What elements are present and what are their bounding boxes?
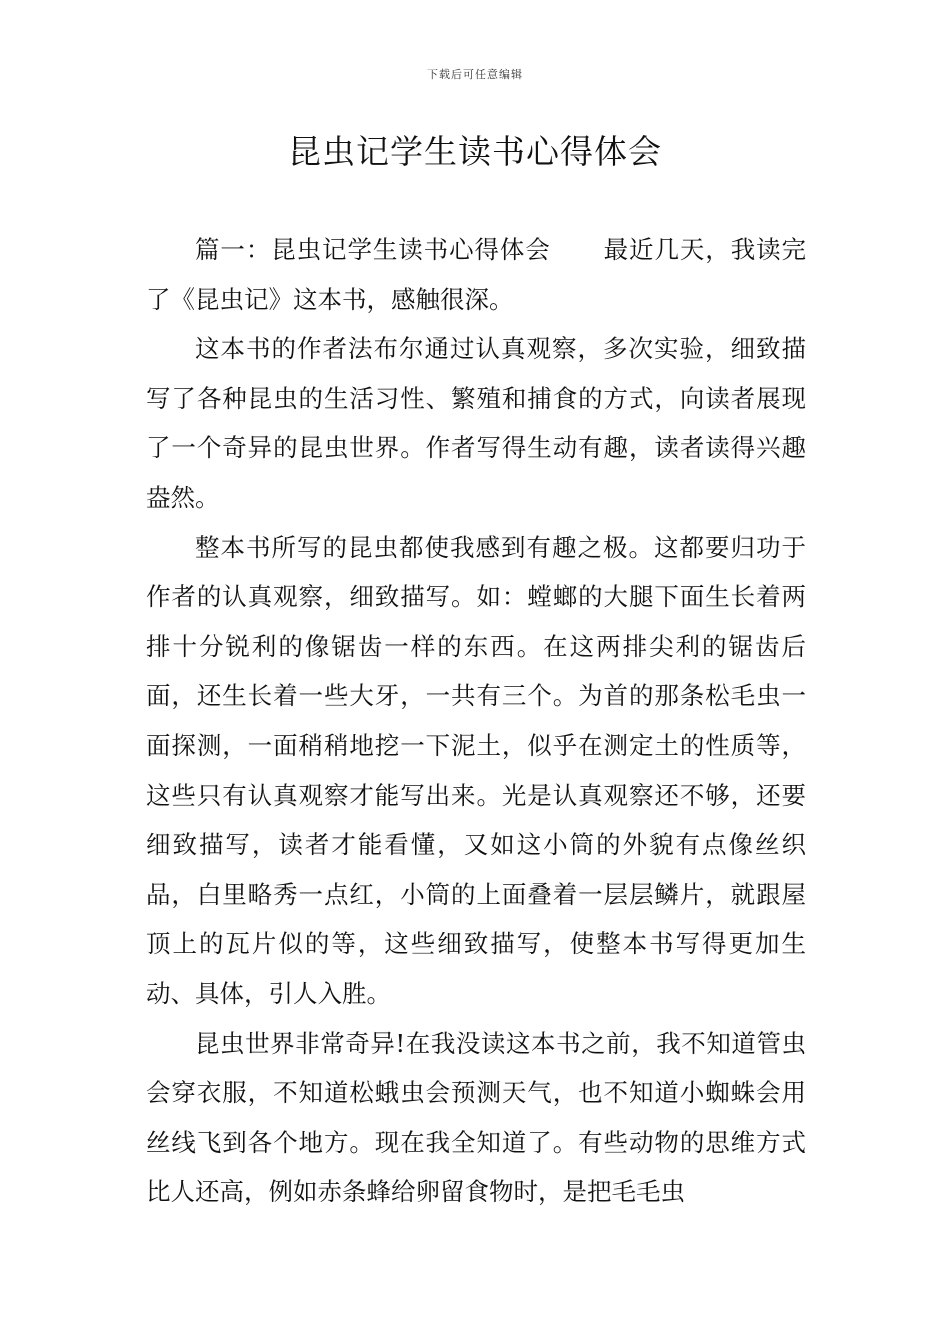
document-title: 昆虫记学生读书心得体会: [288, 132, 662, 171]
paragraph-2: 这本书的作者法布尔通过认真观察，多次实验，细致描写了各种昆虫的生活习性、繁殖和捕食的方式，向读者展现了一个奇异的昆虫世界。作者写得生动有趣，读者读得兴趣盎然。: [146, 334, 806, 512]
document-body: [146, 225, 806, 1217]
paragraph-3: 整本书所写的昆虫都使我感到有趣之极。这都要归功于作者的认真观察，细致描写。如：螳螂的大腿下面生长着两排十分锐利的像锯齿一样的东西。在这两排尖利的锯齿后面，还生长着一些大牙，一共有三个。为首的那条松毛虫一面探测，一面稍稍地挖一下泥土，似乎在测定土的性质等，这些只有认真观察才能写出来。光是认真观察还不够，还要细致描写，读者才能看懂，又如这小筒的外貌有点像丝织品，白里略秀一点红，小筒的上面叠着一层层鳞片，就跟屋顶上的瓦片似的等，这些细致描写，使整本书写得更加生动、具体，引人入胜。: [146, 532, 806, 1008]
section-label: 篇一：昆虫记学生读书心得体会: [195, 235, 551, 264]
paragraph-1: [146, 225, 806, 324]
paragraph-4: 昆虫世界非常奇异!在我没读这本书之前，我不知道管虫会穿衣服，不知道松蛾虫会预测天气，也不知道小蜘蛛会用丝线飞到各个地方。现在我全知道了。有些动物的思维方式比人还高，例如赤条蜂给卵留食物时，是把毛毛虫: [146, 1028, 806, 1207]
header-note: 下载后可任意编辑: [427, 68, 523, 81]
paragraph-1-text: 最近几天，我读完了《昆虫记》这本书，感触很深。: [146, 235, 807, 314]
